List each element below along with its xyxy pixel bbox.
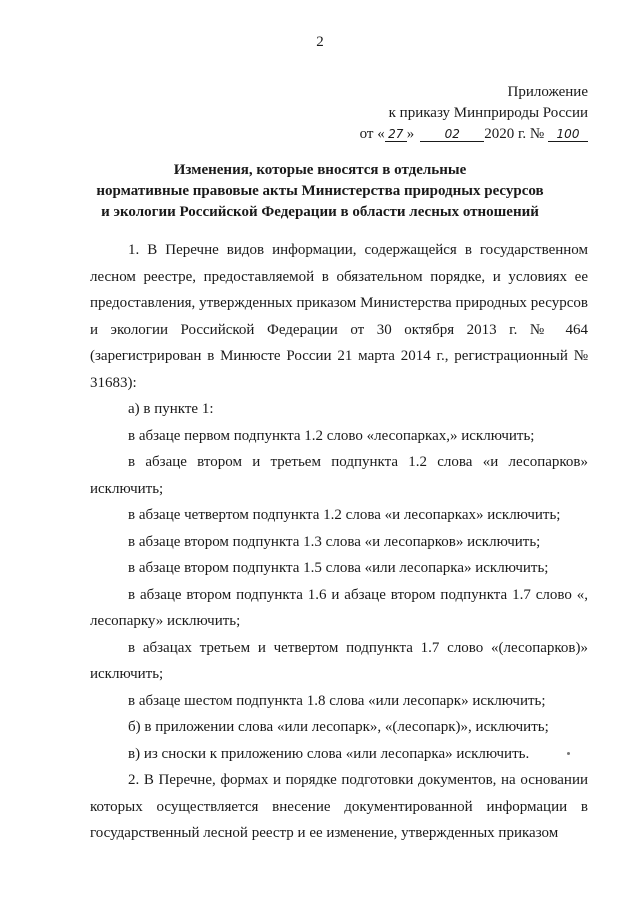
paragraph-8: в абзаце втором подпункта 1.6 и абзаце втором подпункта 1.7 слово «, лесопарку» исключить; — [90, 586, 588, 629]
paragraph-4: в абзаце втором и третьем подпункта 1.2 слова «и лесопарков» исключить; — [90, 454, 588, 497]
paragraph-13: 2. В Перечне, формах и порядке подготовки документов, на основании которых осуществляется внесение документированной информации в государственный лесной реестр и ее изменение, утвержденных приказом — [90, 772, 588, 841]
document-body — [90, 237, 588, 847]
title-line-3: и экологии Российской Федерации в области лесных отношений — [101, 204, 539, 220]
paragraph-6: в абзаце втором подпункта 1.3 слова «и лесопарков» исключить; — [128, 533, 541, 550]
paragraph-12: в) из сноски к приложению слова «или лесопарка» исключить. — [128, 745, 530, 762]
paragraph-1: 1. В Перечне видов информации, содержащейся в государственном лесном реестре, предоставляемой в обязательном порядке, и условиях ее предоставления, утвержденных приказом Министерства природных ресурсов и экологии Российской Федерации от 30 октября 2013 г. № 464 (зарегистрирован в Минюсте России 21 марта 2014 г., регистрационный № 31683): — [90, 242, 588, 391]
scan-speck — [567, 752, 570, 755]
title-line-1: Изменения, которые вносятся в отдельные — [173, 162, 467, 178]
paragraph-11: б) в приложении слова «или лесопарк», «(лесопарк)», исключить; — [128, 719, 549, 735]
paragraph-10: в абзаце шестом подпункта 1.8 слова «или лесопарк» исключить; — [128, 692, 546, 709]
order-number-handwritten: 100 — [548, 127, 588, 142]
page-number: 2 — [316, 34, 324, 50]
date-mid: » — [406, 126, 415, 142]
paragraph-3: в абзаце первом подпункта 1.2 слово «лесопарках,» исключить; — [128, 427, 535, 444]
appendix-header — [338, 82, 588, 145]
title-line-2: нормативные правовые акты Министерства природных ресурсов — [96, 183, 544, 199]
date-day-handwritten: 27 — [385, 127, 407, 142]
paragraph-9: в абзацах третьем и четвертом подпункта 1.7 слово «(лесопарков)» исключить; — [90, 639, 588, 682]
paragraph-7: в абзаце втором подпункта 1.5 слова «или лесопарка» исключить; — [128, 560, 549, 576]
appendix-label: Приложение — [507, 84, 588, 100]
date-year: 2020 г. № — [484, 126, 545, 142]
paragraph-5: в абзаце четвертом подпункта 1.2 слова «и лесопарках» исключить; — [128, 507, 561, 523]
paragraph-2: а) в пункте 1: — [128, 401, 214, 417]
appendix-order-ref: к приказу Минприроды России — [388, 105, 588, 121]
date-prefix: от « — [359, 126, 385, 142]
document-title — [60, 160, 580, 223]
appendix-date-line — [338, 124, 588, 145]
date-month-handwritten: 02 — [420, 127, 484, 142]
